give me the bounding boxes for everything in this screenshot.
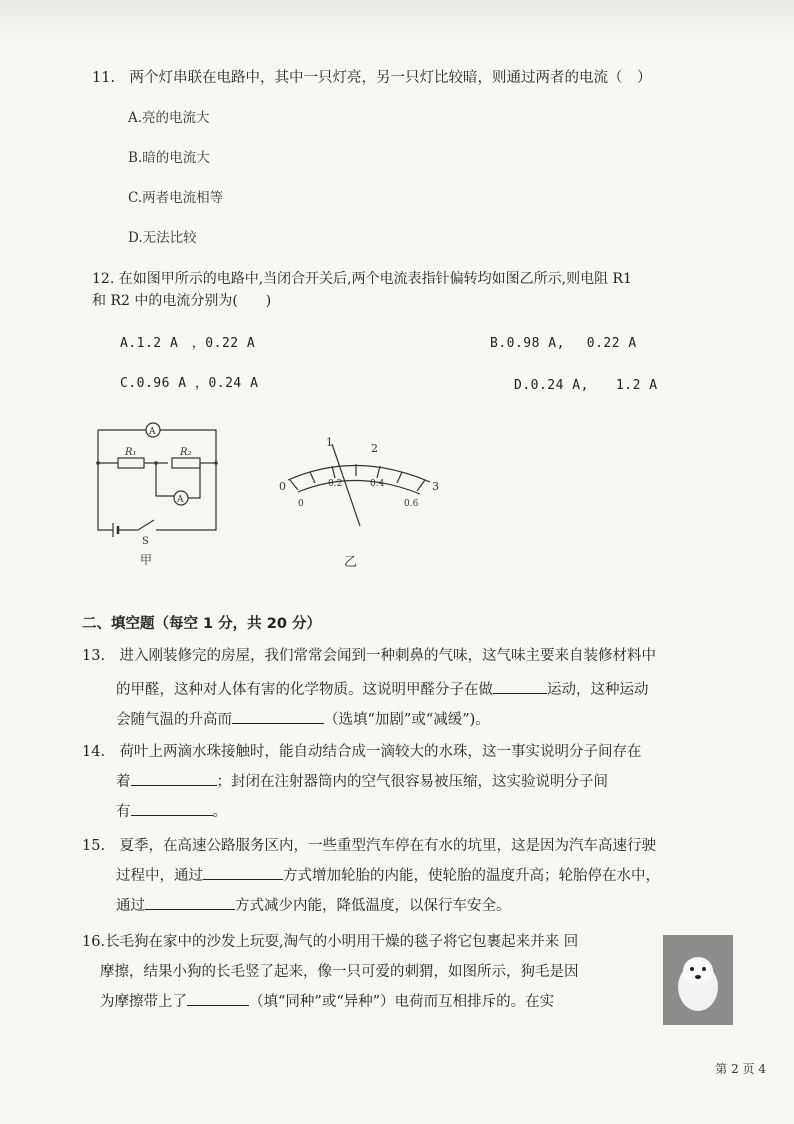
- q13-line3-text-a: 会随气温的升高而: [116, 712, 232, 728]
- dial-inner-0: 0: [298, 499, 304, 509]
- q12-option-a: A.1.2 A ，0.22 A: [120, 336, 256, 351]
- q15-line2-text-a: 过程中，通过: [116, 868, 203, 884]
- q13-line3: [116, 708, 490, 729]
- q16-line1: 16.长毛狗在家中的沙发上玩耍,淘气的小明用干燥的毯子将它包裹起来并来 回: [82, 934, 579, 950]
- dog-photo: [663, 935, 733, 1025]
- q13-line1: 13. 进入刚装修完的房屋，我们常常会闻到一种刺鼻的气味，这气味主要来自装修材料中: [82, 648, 657, 664]
- q14-line2: [116, 770, 608, 791]
- answer-blank[interactable]: [145, 895, 235, 910]
- q15-line3-text-b: 方式减少内能，降低温度，以保行车安全。: [235, 898, 511, 914]
- q14-line2-text-b: ；封闭在注射器筒内的空气很容易被压缩，这实验说明分子间: [216, 774, 608, 790]
- dial-inner-02: 0.2: [328, 479, 343, 489]
- q14-line3-text-a: 有: [116, 804, 131, 820]
- ammeter-top-label: A: [149, 427, 156, 437]
- q12-option-b: B.0.98 A, 0.22 A: [490, 336, 637, 351]
- r1-label: R₁: [125, 447, 137, 458]
- ammeter-dial-yi: [270, 430, 450, 580]
- switch-label: S: [142, 536, 149, 547]
- circuit-diagram-jia: [88, 418, 228, 570]
- dog-icon: [663, 935, 733, 1025]
- q14-line3: [116, 800, 227, 821]
- q15-line3: [116, 894, 511, 915]
- figure-jia-caption: 甲: [140, 553, 153, 567]
- dial-label-1: 1: [326, 436, 333, 449]
- q12-stem-line1: 12. 在如图甲所示的电路中,当闭合开关后,两个电流表指针偏转均如图乙所示,则电阻 R1: [92, 271, 632, 287]
- q13-line2-text-b: 运动，这种运动: [547, 682, 649, 698]
- q13-line2-text-a: 的甲醛，这种对人体有害的化学物质。这说明甲醛分子在做: [116, 682, 493, 698]
- answer-blank[interactable]: [232, 709, 324, 724]
- q12-option-c: C.0.96 A ，0.24 A: [120, 376, 259, 391]
- q14-line2-text-a: 着: [116, 774, 131, 790]
- answer-blank[interactable]: [131, 801, 213, 816]
- dial-end-0: 0: [279, 480, 286, 493]
- q13-line2: [116, 678, 649, 699]
- q16-line2: 摩擦，结果小狗的长毛竖了起来，像一只可爱的刺猬，如图所示，狗毛是因: [100, 964, 579, 980]
- dial-end-3: 3: [432, 480, 439, 493]
- r2-label: R₂: [180, 447, 192, 458]
- ammeter-bottom-label: A: [177, 495, 184, 505]
- dial-inner-04: 0.4: [370, 479, 385, 489]
- q14-line3-text-b: 。: [212, 804, 227, 820]
- q14-line1: 14. 荷叶上两滴水珠接触时，能自动结合成一滴较大的水珠，这一事实说明分子间存在: [82, 744, 642, 760]
- q16-line3-text-a: 为摩擦带上了: [100, 994, 187, 1010]
- q15-line3-text-a: 通过: [116, 898, 145, 914]
- q12-option-d: D.0.24 A, 1.2 A: [514, 378, 658, 393]
- q15-line1: 15. 夏季，在高速公路服务区内，一些重型汽车停在有水的坑里，这是因为汽车高速行驶: [82, 838, 657, 854]
- page-number: 第 2 页 4: [715, 1062, 766, 1076]
- q11-option-b: B.暗的电流大: [128, 150, 210, 166]
- dial-label-2: 2: [371, 442, 378, 455]
- q11-option-d: D.无法比较: [128, 230, 197, 246]
- q16-line3-text-b: （填“同种”或“异种”）电荷而互相排斥的。在实: [249, 994, 555, 1010]
- q15-line2: [116, 864, 660, 885]
- answer-blank[interactable]: [493, 679, 547, 694]
- q11-option-a: A.亮的电流大: [128, 110, 210, 126]
- q16-line3: [100, 990, 554, 1011]
- dial-inner-06: 0.6: [404, 499, 419, 509]
- answer-blank[interactable]: [131, 771, 217, 786]
- answer-blank[interactable]: [187, 991, 249, 1006]
- scan-edge: [0, 0, 794, 40]
- q12-stem-line2: 和 R2 中的电流分别为( ): [92, 293, 272, 309]
- q11-stem: 11. 两个灯串联在电路中，其中一只灯亮，另一只灯比较暗，则通过两者的电流（ ）: [92, 70, 652, 86]
- q13-line3-text-b: （选填“加剧”或“减缓”)。: [324, 712, 490, 728]
- q11-option-c: C.两者电流相等: [128, 190, 224, 206]
- q15-line2-text-b: 方式增加轮胎的内能，使轮胎的温度升高；轮胎停在水中，: [283, 868, 660, 884]
- answer-blank[interactable]: [203, 865, 283, 880]
- figure-yi-caption: 乙: [344, 555, 358, 570]
- section-title: 二、填空题（每空 1 分，共 20 分）: [82, 616, 321, 632]
